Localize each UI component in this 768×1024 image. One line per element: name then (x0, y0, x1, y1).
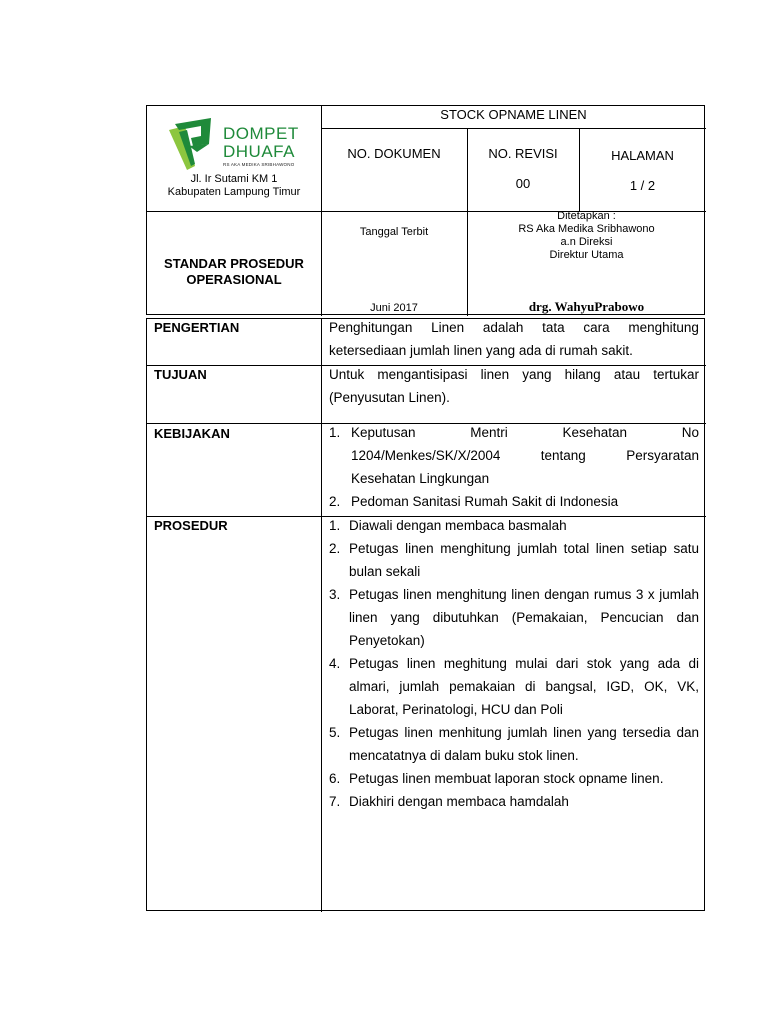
ditetapkan-label: Ditetapkan : (557, 210, 616, 222)
direktur-utama: Direktur Utama (549, 249, 624, 261)
kebijakan-item-1-line-2 (351, 444, 699, 467)
list-number: 5. (329, 725, 341, 740)
word: Penghitungan (329, 320, 413, 335)
logo-mark-icon (165, 116, 221, 174)
logo-word-dompet: DOMPET (223, 124, 299, 143)
tujuan-line-2: (Penyusutan Linen). (329, 390, 450, 405)
word: Persyaratan (626, 448, 699, 463)
signatory-name: drg. WahyuPrabowo (528, 299, 645, 314)
no-revisi-label: NO. REVISI (488, 146, 558, 161)
list-item (329, 514, 699, 537)
pengertian-text (329, 316, 699, 362)
word: Keputusan (351, 425, 416, 440)
word: tentang (540, 448, 586, 463)
list-item-text: Petugas linen menhitung jumlah linen yang tersedia dan mencatatnya di dalam buku stok linen. (349, 725, 699, 763)
word: Linen (431, 320, 465, 335)
list-item-text: Petugas linen menghitung jumlah total linen setiap satu bulan sekali (349, 541, 699, 579)
logo-tagline: RS AKA MEDIKA SRIBHAWONO (223, 162, 295, 167)
spo-title-line-2: OPERASIONAL (186, 272, 282, 287)
list-item-text: Diakhiri dengan membaca hamdalah (349, 794, 569, 809)
document-title: STOCK OPNAME LINEN (440, 107, 587, 122)
word: yang (522, 367, 552, 382)
word: 1204/Menkes/SK/X/2004 (351, 448, 501, 463)
hospital-logo (165, 116, 315, 176)
list-number: 3. (329, 587, 341, 602)
no-revisi-value: 00 (515, 176, 531, 191)
word: Kesehatan (562, 425, 628, 440)
list-item (329, 652, 699, 721)
word: tata (542, 320, 565, 335)
kebijakan-item-2-text: Pedoman Sanitasi Rumah Sakit di Indonesia (351, 494, 619, 509)
list-item-text: Petugas linen menghitung linen dengan rumus 3 x jumlah linen yang dibutuhkan (Pemakaian, Pencucian dan Penyetokan) (349, 587, 699, 648)
list-number: 2. (329, 541, 341, 556)
word: atau (613, 367, 641, 382)
tujuan-text (329, 363, 699, 409)
list-item (329, 790, 699, 813)
spo-title-line-1: STANDAR PROSEDUR (164, 256, 304, 271)
list-number: 2. (329, 494, 341, 509)
content-table (146, 318, 705, 911)
kebijakan-item-1-line-3: Kesehatan Lingkungan (351, 471, 490, 486)
tujuan-line-1 (329, 363, 699, 386)
logo-word-dhuafa: DHUAFA (223, 142, 295, 161)
pengertian-label: PENGERTIAN (154, 320, 240, 335)
pengertian-line-2: ketersediaan jumlah linen yang ada di rumah sakit. (329, 343, 633, 358)
rs-name: RS Aka Medika Sribhawono (518, 223, 655, 235)
word: cara (583, 320, 610, 335)
ditetapkan-block (467, 210, 706, 262)
pengertian-line-1 (329, 316, 699, 339)
list-item-text: Diawali dengan membaca basmalah (349, 518, 567, 533)
word: adalah (482, 320, 524, 335)
list-item (329, 767, 699, 790)
kebijakan-item-1 (329, 421, 699, 490)
word: tertukar (653, 367, 699, 382)
no-dokumen-label: NO. DOKUMEN (347, 146, 441, 161)
address-line-1: Jl. Ir Sutami KM 1 (190, 173, 278, 185)
word: Mentri (470, 425, 508, 440)
tanggal-terbit-value: Juni 2017 (370, 302, 418, 314)
word: Untuk (329, 367, 365, 382)
tanggal-terbit-label: Tanggal Terbit (359, 226, 429, 238)
halaman-value: 1 / 2 (629, 178, 656, 193)
list-number: 4. (329, 656, 341, 671)
word: mengantisipasi (377, 367, 468, 382)
spo-title (147, 256, 321, 288)
list-number: 7. (329, 794, 341, 809)
word: linen (480, 367, 510, 382)
list-item (329, 537, 699, 583)
kebijakan-label: KEBIJAKAN (154, 426, 230, 441)
list-item (329, 583, 699, 652)
list-item (329, 721, 699, 767)
list-number: 6. (329, 771, 341, 786)
address-line-2: Kabupaten Lampung Timur (167, 186, 301, 198)
kebijakan-list (329, 421, 699, 513)
list-item-text: Petugas linen membuat laporan stock opname linen. (349, 771, 664, 786)
list-number: 1. (329, 518, 341, 533)
prosedur-list (329, 514, 699, 813)
word: hilang (564, 367, 601, 382)
halaman-label: HALAMAN (611, 148, 674, 163)
prosedur-label: PROSEDUR (154, 518, 228, 533)
an-direksi: a.n Direksi (560, 236, 613, 248)
list-number: 1. (329, 425, 341, 440)
word: No (681, 425, 699, 440)
kebijakan-item-1-line-1 (351, 421, 699, 444)
header-table (146, 105, 705, 315)
list-item-text: Petugas linen meghitung mulai dari stok yang ada di almari, jumlah pemakaian di bangsal, IGD, OK, VK, Laborat, Perinatologi, HCU dan Poli (349, 656, 699, 717)
tujuan-label: TUJUAN (154, 367, 207, 382)
word: menghitung (628, 320, 699, 335)
kebijakan-item-2 (329, 490, 699, 513)
